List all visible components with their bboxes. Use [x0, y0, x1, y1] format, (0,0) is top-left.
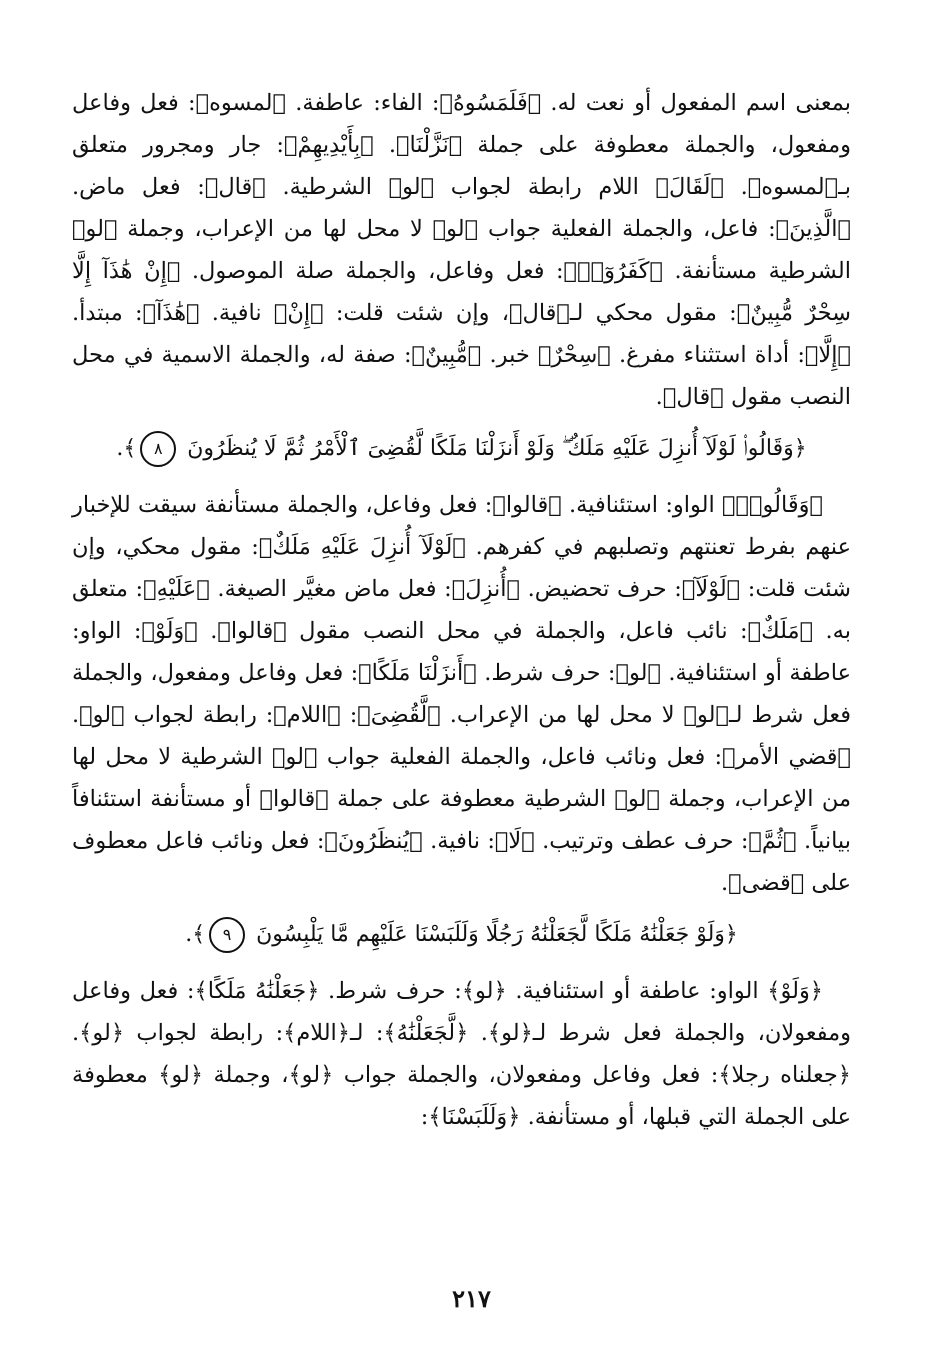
- page-number: ٢١٧: [452, 1284, 491, 1313]
- page-body: [72, 82, 851, 1138]
- quran-verse-9: [72, 914, 851, 956]
- ayah-number-marker: ٩: [209, 917, 245, 953]
- verse-close-bracket: ﴾.: [116, 436, 137, 461]
- quran-verse-8: [72, 428, 851, 470]
- paragraph-commentary-3: ﴿وَلَوْ﴾ الواو: عاطفة أو استئنافية. ﴿لو﴾: حرف شرط. ﴿جَعَلْنَٰهُ مَلَكًا﴾: فعل وفاعل ومفعولان، والجملة فعل شرط لـ﴿لو﴾. ﴿لَّجَعَلْنَٰهُ﴾: لـ﴿اللام﴾: رابطة لجواب ﴿لو﴾. ﴿جعلناه رجلا﴾: فعل وفاعل ومفعولان، والجملة جواب ﴿لو﴾، وجملة ﴿لو﴾ معطوفة على الجملة التي قبلها، أو مستأنفة. ﴿وَلَلَبَسْنَا﴾:: [72, 978, 851, 1130]
- verse-close-bracket: ﴾.: [185, 922, 206, 947]
- paragraph-commentary-2: ﴿وَقَالُوا۟﴾ الواو: استئنافية. ﴿قالوا﴾: فعل وفاعل، والجملة مستأنفة سيقت للإخبار عنهم بفرط تعنتهم وتصلبهم في كفرهم. ﴿لَوْلَآ أُنزِلَ عَلَيْهِ مَلَكٌ﴾: مقول محكي، وإن شئت قلت: ﴿لَوْلَآ﴾: حرف تحضيض. ﴿أُنزِلَ﴾: فعل ماض مغيَّر الصيغة. ﴿عَلَيْهِ﴾: متعلق به. ﴿مَلَكٌ﴾: نائب فاعل، والجملة في محل النصب مقول ﴿قالوا﴾. ﴿وَلَوْ﴾: الواو: عاطفة أو استئنافية. ﴿لو﴾: حرف شرط. ﴿أَنزَلْنَا مَلَكًا﴾: فعل وفاعل ومفعول، والجملة فعل شرط لـ﴿لو﴾ لا محل لها من الإعراب. ﴿لَّقُضِىَ﴾: ﴿اللام﴾: رابطة لجواب ﴿لو﴾. ﴿قضي الأمر﴾: فعل ونائب فاعل، والجملة الفعلية جواب ﴿لو﴾ الشرطية لا محل لها من الإعراب، وجملة ﴿لو﴾ الشرطية معطوفة على جملة ﴿قالوا﴾ أو مستأنفة استئنافاً بيانياً. ﴿ثُمَّ﴾: حرف عطف وترتيب. ﴿لَا﴾: نافية. ﴿يُنظَرُونَ﴾: فعل ونائب فاعل معطوف على ﴿قضى﴾.: [72, 492, 851, 896]
- verse-text: ﴿وَلَوْ جَعَلْنَٰهُ مَلَكًا لَّجَعَلْنَٰهُ رَجُلًا وَلَلَبَسْنَا عَلَيْهِم مَّا يَلْبِسُونَ: [256, 922, 738, 947]
- paragraph-commentary-1: بمعنى اسم المفعول أو نعت له. ﴿فَلَمَسُوهُ﴾: الفاء: عاطفة. ﴿لمسوه﴾: فعل وفاعل ومفعول، والجملة معطوفة على جملة ﴿نَزَّلْنَا﴾. ﴿بِأَيْدِيهِمْ﴾: جار ومجرور متعلق بـ﴿لمسوه﴾. ﴿لَقَالَ﴾ اللام رابطة لجواب ﴿لو﴾ الشرطية. ﴿قال﴾: فعل ماض. ﴿الَّذِينَ﴾: فاعل، والجملة الفعلية جواب ﴿لو﴾ لا محل لها من الإعراب، وجملة ﴿لو﴾ الشرطية مستأنفة. ﴿كَفَرُوٓا۟﴾: فعل وفاعل، والجملة صلة الموصول. ﴿إِنْ هَٰذَآ إِلَّا سِحْرٌ مُّبِينٌ﴾: مقول محكي لـ﴿قال﴾، وإن شئت قلت: ﴿إِنْ﴾ نافية. ﴿هَٰذَآ﴾: مبتدأ. ﴿إِلَّا﴾: أداة استثناء مفرغ. ﴿سِحْرٌ﴾ خبر. ﴿مُّبِينٌ﴾: صفة له، والجملة الاسمية في محل النصب مقول ﴿قال﴾.: [72, 90, 851, 410]
- ayah-number-marker: ٨: [140, 431, 176, 467]
- verse-text: ﴿وَقَالُوا۟ لَوْلَآ أُنزِلَ عَلَيْهِ مَلَكٌ ۖ وَلَوْ أَنزَلْنَا مَلَكًا لَّقُضِىَ ٱلْأَمْرُ ثُمَّ لَا يُنظَرُونَ: [187, 436, 807, 461]
